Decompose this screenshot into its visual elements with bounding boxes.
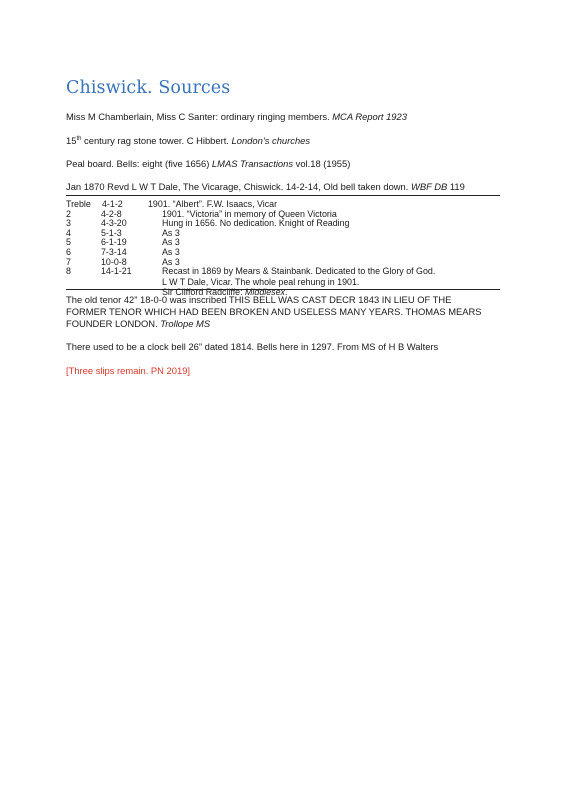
source-text: Jan 1870 Revd L W T Dale, The Vicarage, Chiswick. 14-2-14, Old bell taken down.: [66, 181, 411, 192]
source-text: Sir Clifford Radcliffe:: [162, 286, 246, 297]
bell-number: 4: [66, 227, 71, 238]
bell-note: Hung in 1656. No dedication. Knight of Reading: [162, 218, 350, 229]
bell-note-continuation: L W T Dale, Vicar. The whole peal rehung in 1901.: [162, 276, 360, 287]
bell-note: As 3: [162, 246, 180, 257]
divider: [66, 289, 500, 290]
source-text: 15: [66, 135, 77, 146]
tenor-paragraph: [66, 294, 482, 330]
source-text: Miss M Chamberlain, Miss C Santer: ordinary ringing members.: [66, 111, 333, 122]
bell-number: 8: [66, 266, 71, 277]
bell-weight: 10-0-8: [101, 256, 127, 267]
bell-number: 7: [66, 256, 71, 267]
source-line-1: [66, 111, 407, 123]
source-line-3: [66, 158, 350, 170]
bell-number: Treble: [66, 199, 91, 209]
editor-note: [Three slips remain. PN 2019]: [66, 365, 191, 376]
source-ref: WBF DB: [410, 181, 448, 192]
bell-number: 6: [66, 246, 71, 257]
tenor-line: [66, 318, 482, 330]
source-ref: Middlesex: [245, 286, 285, 297]
source-text: .: [285, 286, 288, 297]
superscript: th: [76, 136, 82, 142]
bell-weight: 4-2-8: [101, 208, 122, 219]
bell-note: As 3: [162, 237, 180, 248]
bell-weight: 5-1-3: [101, 227, 122, 238]
source-text: 119: [447, 181, 465, 192]
bell-number: 5: [66, 237, 71, 248]
bell-note: 1901. “Albert”. F.W. Isaacs, Vicar: [148, 199, 278, 209]
bell-note: 1901. “Victoria” in memory of Queen Victoria: [162, 208, 337, 219]
source-ref: MCA Report 1923: [332, 111, 407, 122]
source-line-4: [66, 181, 465, 193]
source-ref: Trollope MS: [160, 318, 211, 329]
clock-bell-line: There used to be a clock bell 26” dated 1814. Bells here in 1297. From MS of H B Walters: [66, 341, 439, 352]
divider: [66, 195, 500, 196]
bell-weight: 4-3-20: [101, 218, 127, 229]
bell-weight: 14-1-21: [101, 266, 132, 277]
bell-number: 2: [66, 208, 71, 219]
bell-weight: 4-1-2: [102, 199, 123, 209]
source-text: vol.18 (1955): [293, 158, 351, 169]
bell-table: [66, 199, 436, 297]
bell-weight: 7-3-14: [101, 246, 127, 257]
source-ref: LMAS Transactions: [211, 158, 294, 169]
bell-note: As 3: [162, 256, 180, 267]
tenor-line: FORMER TENOR WHICH HAD BEEN BROKEN AND USELESS MANY YEARS. THOMAS MEARS: [66, 306, 482, 317]
bell-row: [66, 266, 436, 277]
source-text: century rag stone tower. C Hibbert.: [81, 135, 232, 146]
bell-number: 3: [66, 218, 71, 229]
source-ref: London’s churches: [231, 135, 311, 146]
bell-note: As 3: [162, 227, 180, 238]
source-line-2: [66, 135, 310, 147]
bell-note: Recast in 1869 by Mears & Stainbank. Dedicated to the Glory of God.: [162, 266, 436, 277]
source-text: Peal board. Bells: eight (five 1656): [66, 158, 212, 169]
bell-weight: 6-1-19: [101, 237, 127, 248]
source-text: FOUNDER LONDON.: [66, 318, 161, 329]
tenor-line: The old tenor 42” 18-0-0 was inscribed THIS BELL WAS CAST DECR 1843 IN LIEU OF THE: [66, 294, 452, 305]
page-title: Chiswick. Sources: [66, 78, 231, 98]
